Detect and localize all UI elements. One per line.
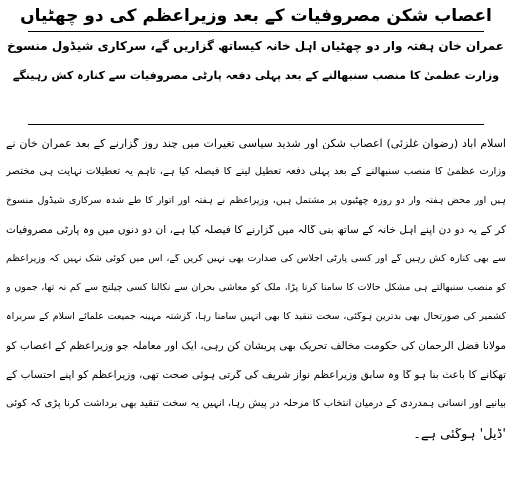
- headline-divider: [28, 31, 484, 32]
- headline-subtitle-1: عمران خان ہفتہ وار دو چھٹیاں اہل خانہ کیساتھ گزاریں گے، سرکاری شیڈول منسوخ: [7, 39, 504, 53]
- body-line: سے بھی کنارہ کش رہیں گے اور کسی پارٹی اجلاس کی صدارت بھی نہیں کریں گے، اس میں کوئی شک نہیں کہ وزیراعظم: [6, 254, 506, 264]
- body-line: کو منصب سنبھالتے ہی مشکل حالات کا سامنا کرنا پڑا، ملک کو معاشی بحران سے نکالنا کسی چیلنج سے کم نہ تھا، جموں و: [6, 283, 506, 293]
- headline-subtitle-2: وزارت عظمیٰ کا منصب سنبھالنے کے بعد پہلی دفعہ پارٹی مصروفیات سے کنارہ کش رہینگے: [12, 69, 500, 82]
- body-line: ہیں اور محض ہفتہ وار دو روزہ چھٹیوں پر مشتمل ہیں، وزیراعظم نے ہفتہ اور اتوار کا طے شدہ سرکاری شیڈول منسوخ: [6, 196, 506, 206]
- headline-title: اعصاب شکن مصروفیات کے بعد وزیراعظم کی دو چھٹیاں: [20, 6, 492, 26]
- body-line: وزارت عظمیٰ کا منصب سنبھالنے کے بعد پہلی دفعہ تعطیل لینے کا فیصلہ کیا ہے، تاہم یہ تعطیلات نہایت ہی مختصر: [6, 167, 506, 177]
- body-line: اسلام آباد (رضوان غلزئی) اعصاب شکن اور شدید سیاسی تغیرات میں چند روز گزارنے کے بعد عمران خان نے: [6, 138, 506, 149]
- body-line: کشمیر کی صورتحال بھی بدترین ہوگئی، سخت تنقید کا بھی انہیں سامنا رہا، گزشتہ مہینہ جمیعت علمائے اسلام کے سربراہ: [6, 312, 506, 322]
- body-line: مولانا فضل الرحمان کی حکومت مخالف تحریک بھی پریشان کن رہی، ایک اور معاملہ جو وزیراعظم کے اعصاب کو: [6, 341, 506, 352]
- body-line: تھکانے کا باعث بنا ہو گا وہ سابق وزیراعظم نواز شریف کی گرتی ہوئی صحت تھی، وزیراعظم کو اپنے احتساب کے: [6, 370, 506, 381]
- body-line: کر کے یہ دو دن اپنے اہل خانہ کے ساتھ بنی گالہ میں گزارنے کا فیصلہ کیا ہے، ان دو دنوں میں وہ پارٹی مصروفیات: [6, 225, 506, 236]
- body-line: بیانیے اور انسانی ہمدردی کے درمیان انتخاب کا مرحلہ در پیش رہا، انہیں یہ سخت تنقید بھی برداشت کرنا پڑی کہ کوئی: [6, 399, 506, 409]
- body-line: 'ڈیل' ہوگئی ہے۔: [413, 428, 506, 441]
- body-divider: [28, 124, 484, 125]
